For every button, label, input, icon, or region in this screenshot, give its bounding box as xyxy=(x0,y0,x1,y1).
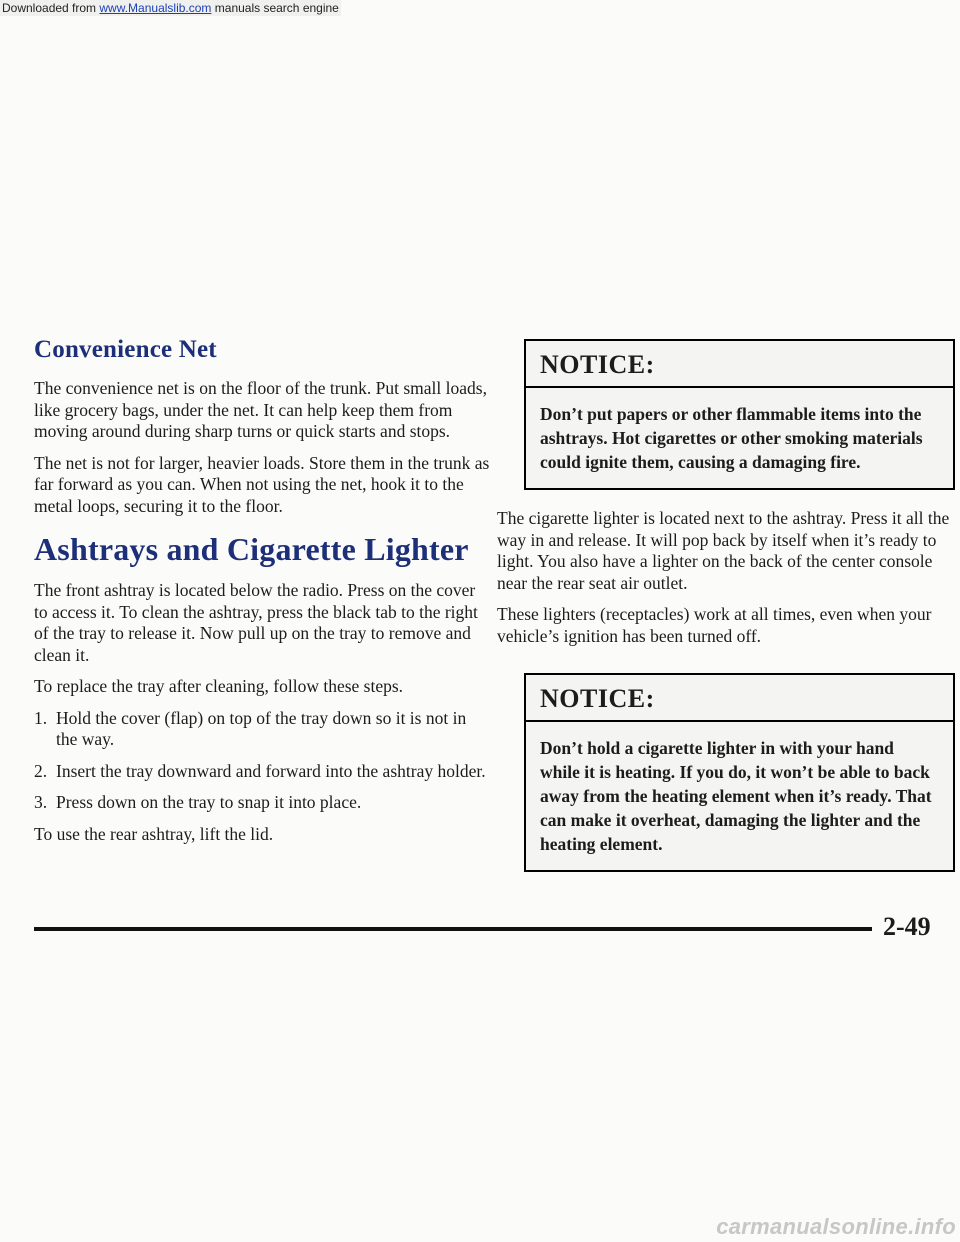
convenience-net-heading: Convenience Net xyxy=(34,336,217,363)
step-text: Hold the cover (flap) on top of the tray down so it is not in the way. xyxy=(56,707,467,749)
page-number: 2-49 xyxy=(883,912,931,941)
lighter-paragraph-2: These lighters (receptacles) work at all times, even when your vehicle’s ignition has been turned off. xyxy=(497,604,932,646)
ashtrays-paragraph-1: The front ashtray is located below the radio. Press on the cover to access it. To clean the ashtray, press the black tab to the right of the tray to release it. Now pull up on the tray to remove and clean it. xyxy=(34,580,478,665)
rear-ashtray-paragraph: To use the rear ashtray, lift the lid. xyxy=(34,823,274,844)
ashtrays-heading: Ashtrays and Cigarette Lighter xyxy=(34,531,469,567)
notice-heading: NOTICE: xyxy=(526,675,953,722)
notice-body: Don’t put papers or other flammable items into the ashtrays. Hot cigarettes or other smoking materials could ignite them, causing a damaging fire. xyxy=(540,404,923,472)
step-text: Insert the tray downward and forward into the ashtray holder. xyxy=(56,760,486,781)
lighter-paragraph-1: The cigarette lighter is located next to the ashtray. Press it all the way in and release. It will pop back by itself when it’s ready to light. You also have a lighter on the back of the center console near the rear seat air outlet. xyxy=(497,508,950,593)
step-item xyxy=(34,708,490,751)
left-column xyxy=(34,336,490,855)
notice-heading: NOTICE: xyxy=(526,341,953,388)
notice-body: Don’t hold a cigarette lighter in with your hand while it is heating. If you do, it won’t be able to back away from the heating element when it’s ready. That can make it overheat, damaging the lighter and the heating element. xyxy=(540,738,932,854)
notice-box-lighter xyxy=(524,673,955,872)
step-number: 3. xyxy=(34,792,48,812)
right-column xyxy=(497,339,955,890)
step-text: Press down on the tray to snap it into place. xyxy=(56,792,362,812)
convenience-net-paragraph-2: The net is not for larger, heavier loads. Store them in the trunk as far forward as you can. When not using the net, hook it to the metal loops, securing it to the floor. xyxy=(34,452,490,516)
download-banner xyxy=(0,0,341,16)
watermark-logo: carmanualsonline.info xyxy=(716,1214,956,1239)
ashtrays-paragraph-2: To replace the tray after cleaning, follow these steps. xyxy=(34,676,404,696)
banner-suffix: manuals search engine xyxy=(211,1,339,15)
step-item xyxy=(34,792,490,814)
step-item xyxy=(34,761,490,783)
banner-prefix: Downloaded from xyxy=(2,1,100,15)
replace-tray-steps xyxy=(34,708,490,814)
step-number: 1. xyxy=(34,707,48,728)
notice-box-ashtray xyxy=(524,339,955,490)
lighter-text xyxy=(497,508,955,647)
manualslib-link[interactable]: www.Manualslib.com xyxy=(99,1,212,15)
step-number: 2. xyxy=(34,760,48,781)
convenience-net-paragraph-1: The convenience net is on the floor of the trunk. Put small loads, like grocery bags, under the net. It can help keep them from moving around during sharp turns or quick starts and stops. xyxy=(34,378,487,441)
footer-rule xyxy=(34,927,872,931)
